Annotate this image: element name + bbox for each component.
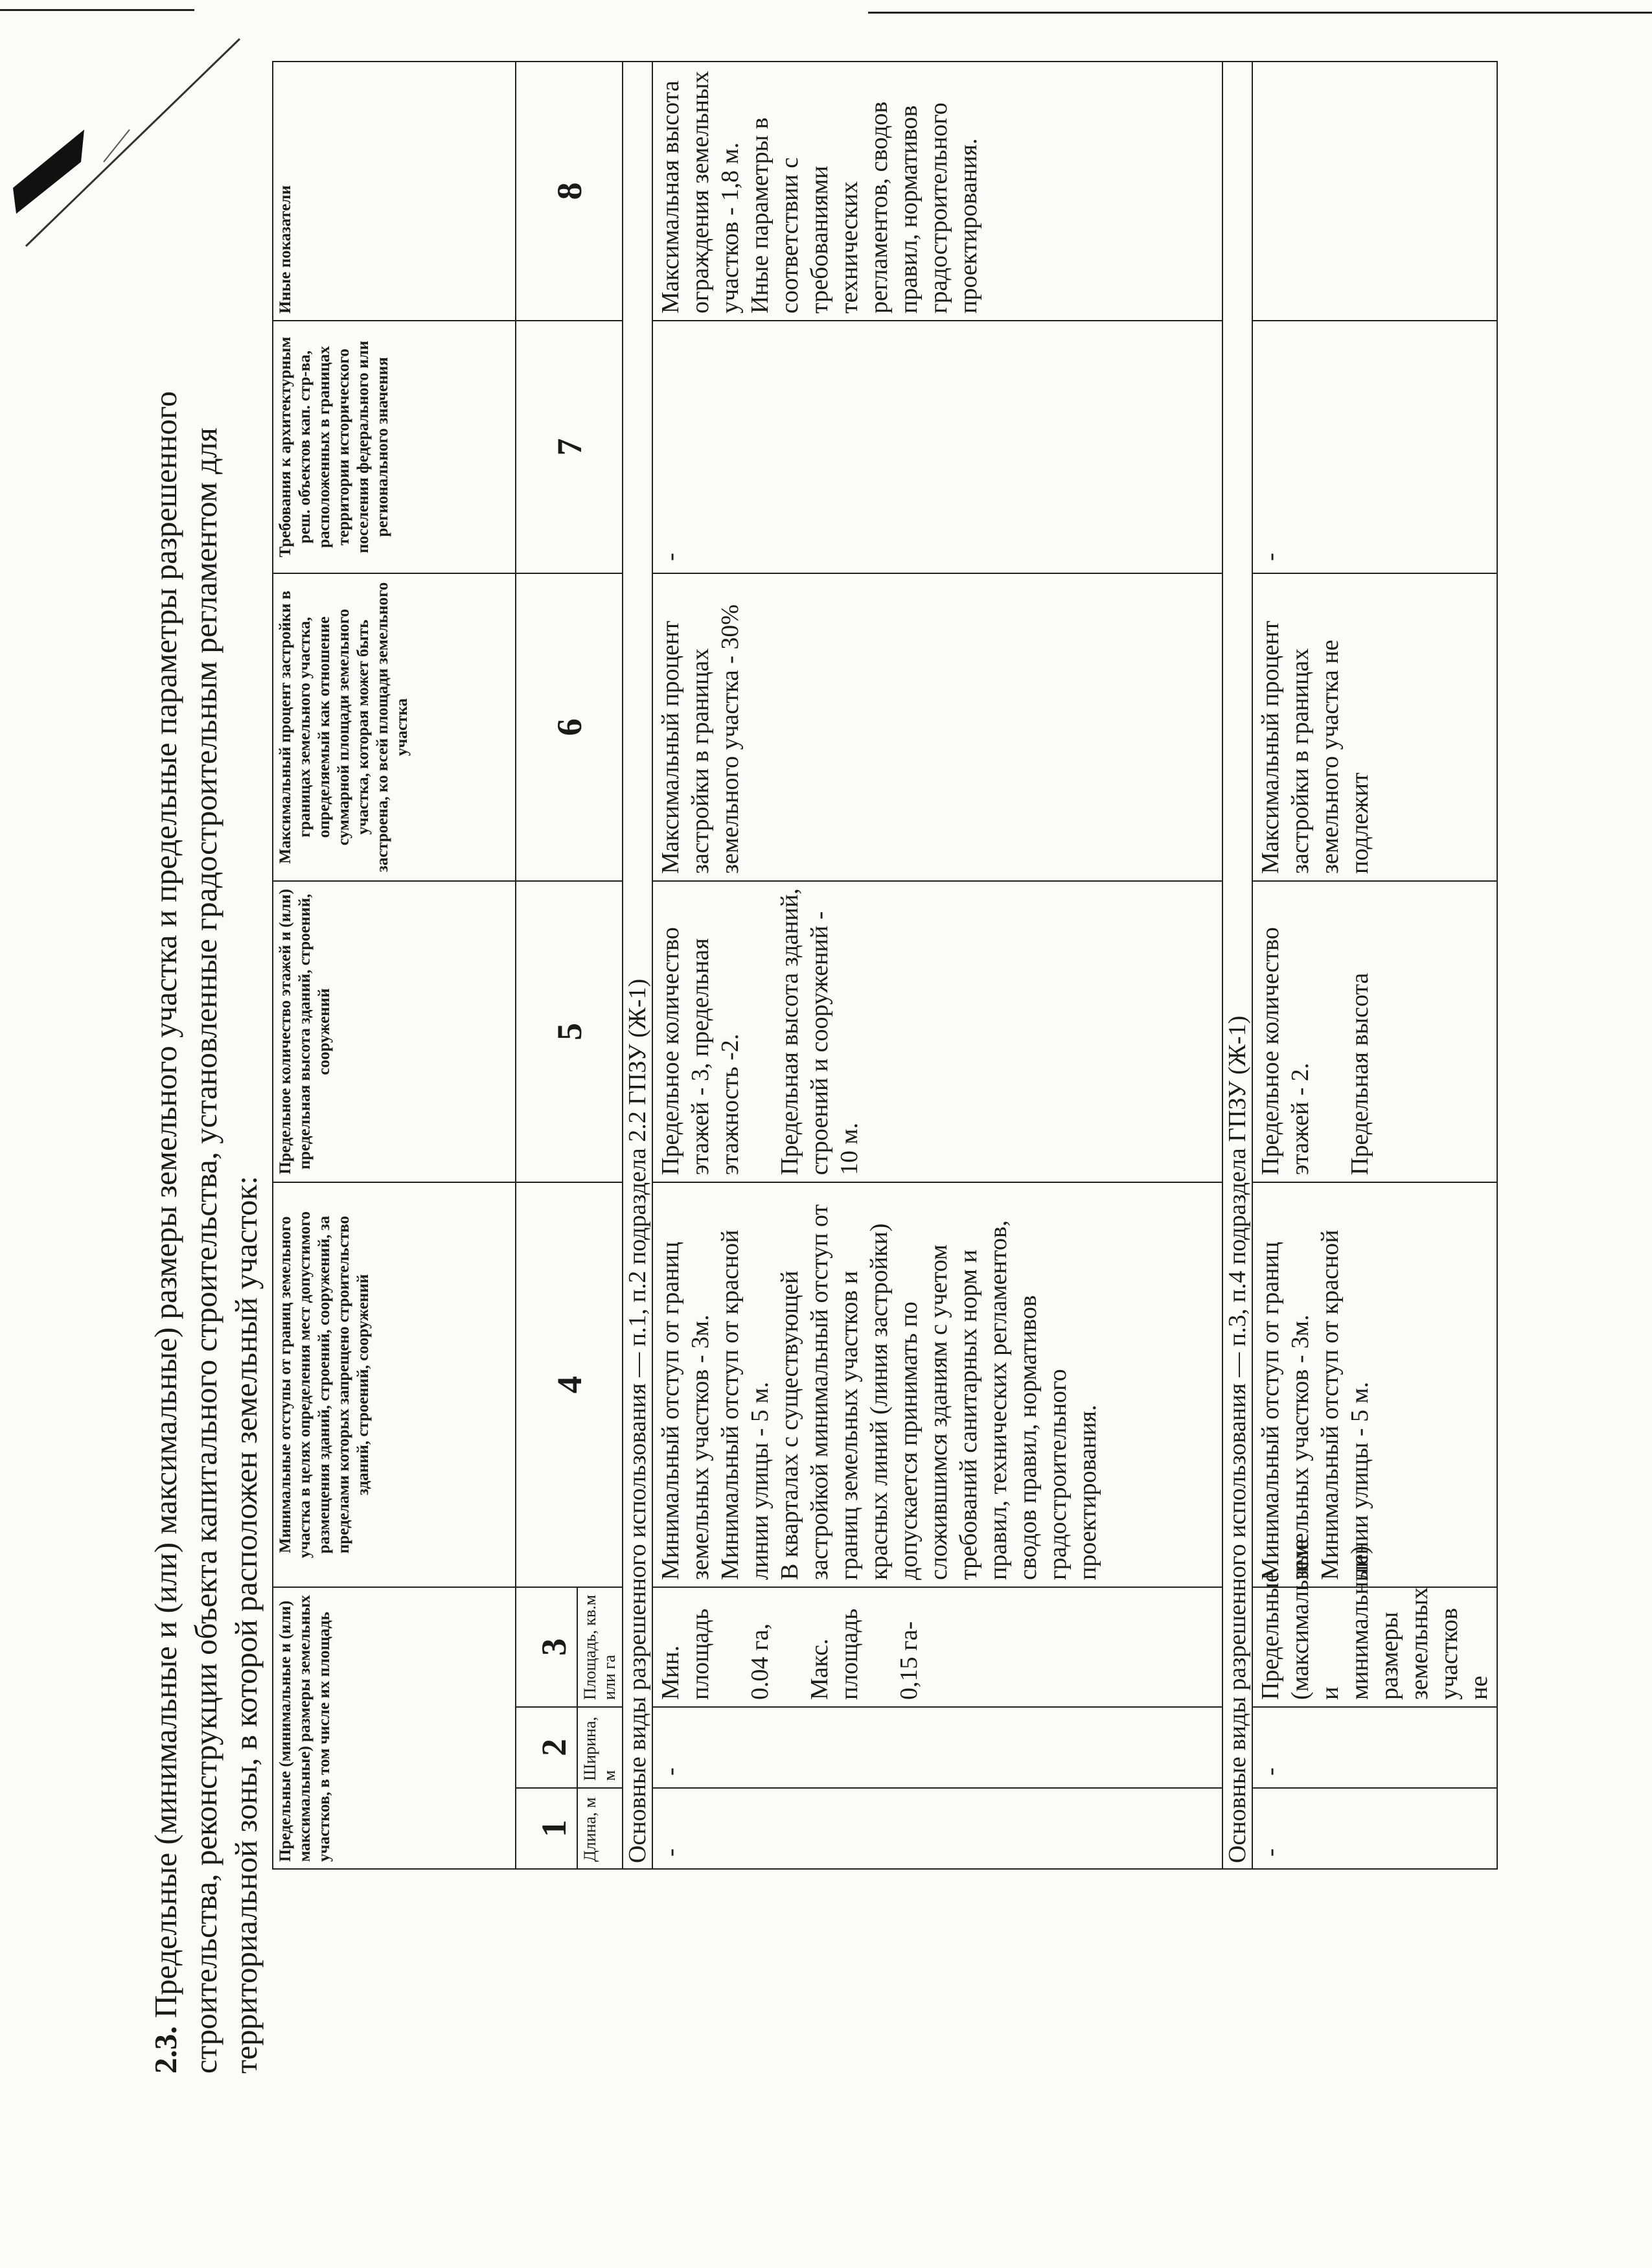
row2-architecture: -	[1252, 321, 1497, 573]
header-col7: Требования к архитектурным реш. объектов кап. стр-ва, расположенных в границах территории исторического поселения федерального или регионального значения	[273, 321, 516, 573]
row1-floors-height: Предельное количество этажей - 3, предельная этажность -2. Предельная высота зданий, строений и сооружений - 10 м.	[652, 881, 1222, 1182]
row1-coverage: Максимальный процент застройки в границах земельного участка - 30%	[652, 573, 1222, 881]
row1-length: -	[652, 1788, 1222, 1869]
row1-area: Мин. площадь 0.04 га, Макс. площадь 0,15 га-	[652, 1587, 1222, 1707]
section-title-1: Основные виды разрешенного использования — п.1, п.2 подраздела 2.2 ГПЗУ (Ж-1)	[623, 62, 652, 1869]
row2-area: Предельные (максимальные и минимальные) размеры земельных участков не	[1252, 1587, 1497, 1707]
colnum-5: 5	[516, 881, 623, 1182]
heading-text: Предельные (минимальные и (или) максимальные) размеры земельного участка и предельные параметры разрешенного строительства, реконструкции объекта капитального строительства, установленные градостроительным регламентом для территориальной зоны, в которой расположен земельный участок:	[148, 391, 264, 2074]
header-col4: Минимальные отступы от границ земельного участка в целях определения мест допустимого размещения зданий, строений, сооружений, за пределами которых запрещено строительство зданий, строений, сооружений	[273, 1182, 516, 1587]
parameters-table	[272, 61, 1498, 1870]
colnum-2: 2	[516, 1707, 577, 1788]
header-row	[273, 62, 516, 1869]
colnum-4: 4	[516, 1182, 623, 1587]
heading-number: 2.3.	[148, 2026, 183, 2074]
column-number-row	[516, 62, 568, 1869]
row2-other	[1252, 62, 1497, 321]
data-row-1	[652, 62, 1222, 1869]
header-col5: Предельное количество этажей и (или) предельная высота зданий, строений, сооружений	[273, 881, 516, 1182]
row2-length: -	[1252, 1788, 1497, 1869]
colnum-1: 1	[516, 1788, 577, 1869]
colnum-6: 6	[516, 573, 623, 881]
data-row-2	[1252, 62, 1497, 1869]
row2-floors-height: Предельное количество этажей - 2. Предельная высота	[1252, 881, 1497, 1182]
row1-other: Максимальная высота ограждения земельных участков - 1,8 м. Иные параметры в соответствии с требованиями технических регламентов, сводов правил, нормативов градостроительного проектирования.	[652, 62, 1222, 321]
row1-architecture: -	[652, 321, 1222, 573]
colnum-3: 3	[516, 1587, 577, 1707]
colnum-8: 8	[516, 62, 623, 321]
section-row-2	[1222, 62, 1252, 1869]
section-row-1	[623, 62, 652, 1869]
row1-setbacks: Минимальный отступ от границ земельных участков - 3м. Минимальный отступ от красной линии улицы - 5 м. В кварталах с существующей застройкой минимальный отступ от границ земельных участков и красных линий (линия застройки) допускается принимать по сложившимся зданиям с учетом требований санитарных норм и правил, технических регламентов, сводов правил, нормативов градостроительного проектирования.	[652, 1182, 1222, 1587]
document-heading	[146, 221, 266, 2074]
header-col123: Предельные (минимальные и (или) максимальные) размеры земельных участков, в том числе их площадь	[273, 1587, 516, 1869]
header-col8: Иные показатели	[273, 62, 516, 321]
colnum-7: 7	[516, 321, 623, 573]
header-col6: Максимальный процент застройки в границах земельного участка, определяемый как отношение суммарной площади земельного участка, которая может быть застроена, ко всей площади земельного участка	[273, 573, 516, 881]
row2-coverage: Максимальный процент застройки в границах земельного участка не подлежит	[1252, 573, 1497, 881]
row1-width: -	[652, 1707, 1222, 1788]
row2-width: -	[1252, 1707, 1497, 1788]
subheader-length: Длина, м	[577, 1788, 623, 1869]
subheader-area: Площадь, кв.м или га	[577, 1587, 623, 1707]
section-title-2: Основные виды разрешенного использования — п.3, п.4 подраздела ГПЗУ (Ж-1)	[1222, 62, 1252, 1869]
subheader-width: Ширина, м	[577, 1707, 623, 1788]
row2-setbacks: Минимальный отступ от границ земельных участков - 3м. Минимальный отступ от красной линии улицы - 5 м.	[1252, 1182, 1497, 1587]
